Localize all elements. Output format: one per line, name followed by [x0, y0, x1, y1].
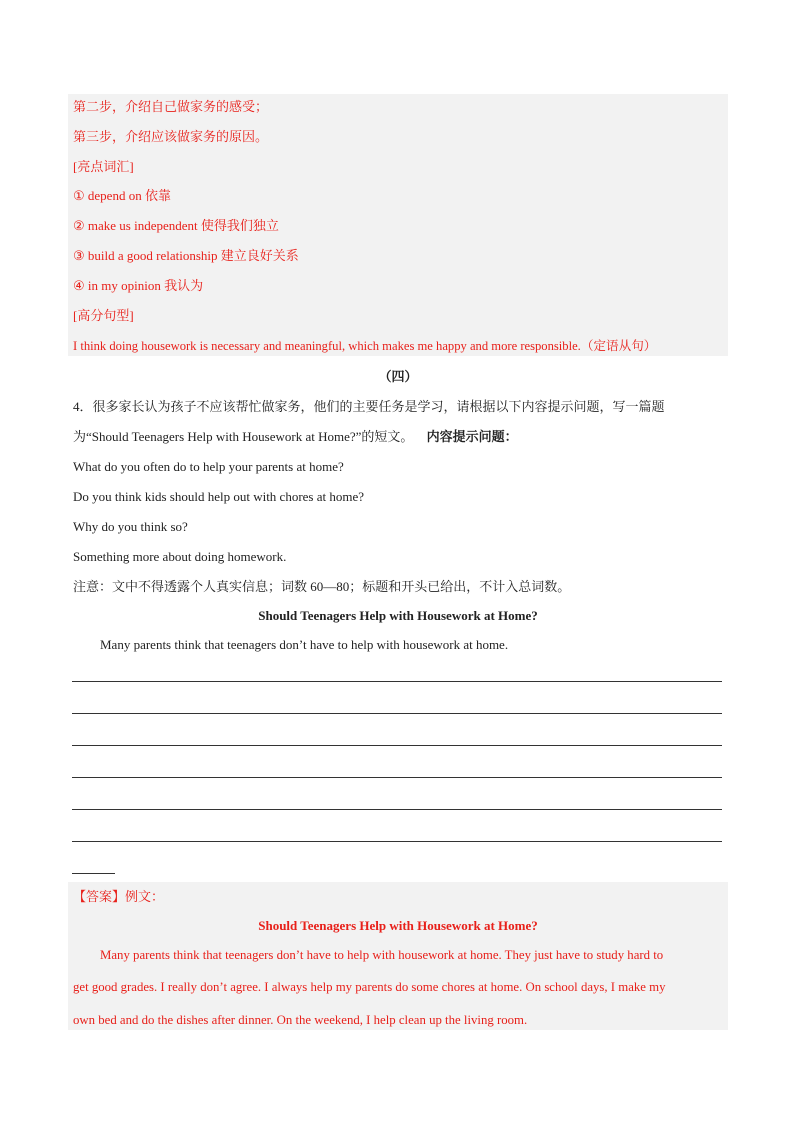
high-score-sentence: I think doing housework is necessary and meaningful, which makes me happy and more responsible.（定语从句） — [73, 339, 657, 353]
answer-line: own bed and do the dishes after dinner. On the weekend, I help clean up the living room. — [73, 1013, 528, 1027]
vocab-item: ③ build a good relationship 建立良好关系 — [73, 248, 299, 263]
essay-title: Should Teenagers Help with Housework at Home? — [258, 608, 538, 623]
prompt-question: Something more about doing homework. — [73, 549, 287, 564]
hint-step-2: 第二步，介绍自己做家务的感受； — [73, 99, 269, 114]
hint-step-3: 第三步，介绍应该做家务的原因。 — [73, 129, 269, 144]
answer-line: Many parents think that teenagers don’t have to help with housework at home. They just have to study hard to — [100, 948, 664, 962]
writing-line — [72, 841, 722, 842]
writing-line — [72, 681, 722, 682]
vocab-item: ④ in my opinion 我认为 — [73, 278, 204, 293]
writing-line-short — [72, 873, 115, 874]
vocab-item: ① depend on 依靠 — [73, 188, 171, 203]
essay-opening: Many parents think that teenagers don’t have to help with housework at home. — [100, 637, 509, 652]
writing-line — [72, 713, 722, 714]
writing-line — [72, 809, 722, 810]
vocab-heading: [亮点词汇] — [73, 159, 134, 174]
question-line-1: 4．很多家长认为孩子不应该帮忙做家务，他们的主要任务是学习，请根据以下内容提示问题，写一篇题 — [73, 399, 665, 414]
writing-line — [72, 745, 722, 746]
prompt-heading: 内容提示问题： — [426, 429, 518, 444]
prompt-question: Why do you think so? — [73, 519, 188, 534]
writing-note: 注意：文中不得透露个人真实信息；词数 60—80；标题和开头已给出，不计入总词数。 — [73, 579, 571, 594]
writing-line — [72, 777, 722, 778]
question-line-2-text: 为“Should Teenagers Help with Housework at Home?”的短文。 — [73, 429, 414, 444]
question-line-2 — [73, 428, 518, 446]
section-title: （四） — [378, 369, 418, 384]
answer-title: Should Teenagers Help with Housework at Home? — [258, 918, 538, 933]
prompt-question: What do you often do to help your parents at home? — [73, 459, 344, 474]
answer-line: get good grades. I really don’t agree. I always help my parents do some chores at home. On school days, I make my — [73, 980, 666, 994]
prompt-question: Do you think kids should help out with chores at home? — [73, 489, 365, 504]
sentence-heading: [高分句型] — [73, 308, 134, 323]
answer-label: 【答案】例文： — [73, 889, 165, 904]
vocab-item: ② make us independent 使得我们独立 — [73, 218, 279, 233]
